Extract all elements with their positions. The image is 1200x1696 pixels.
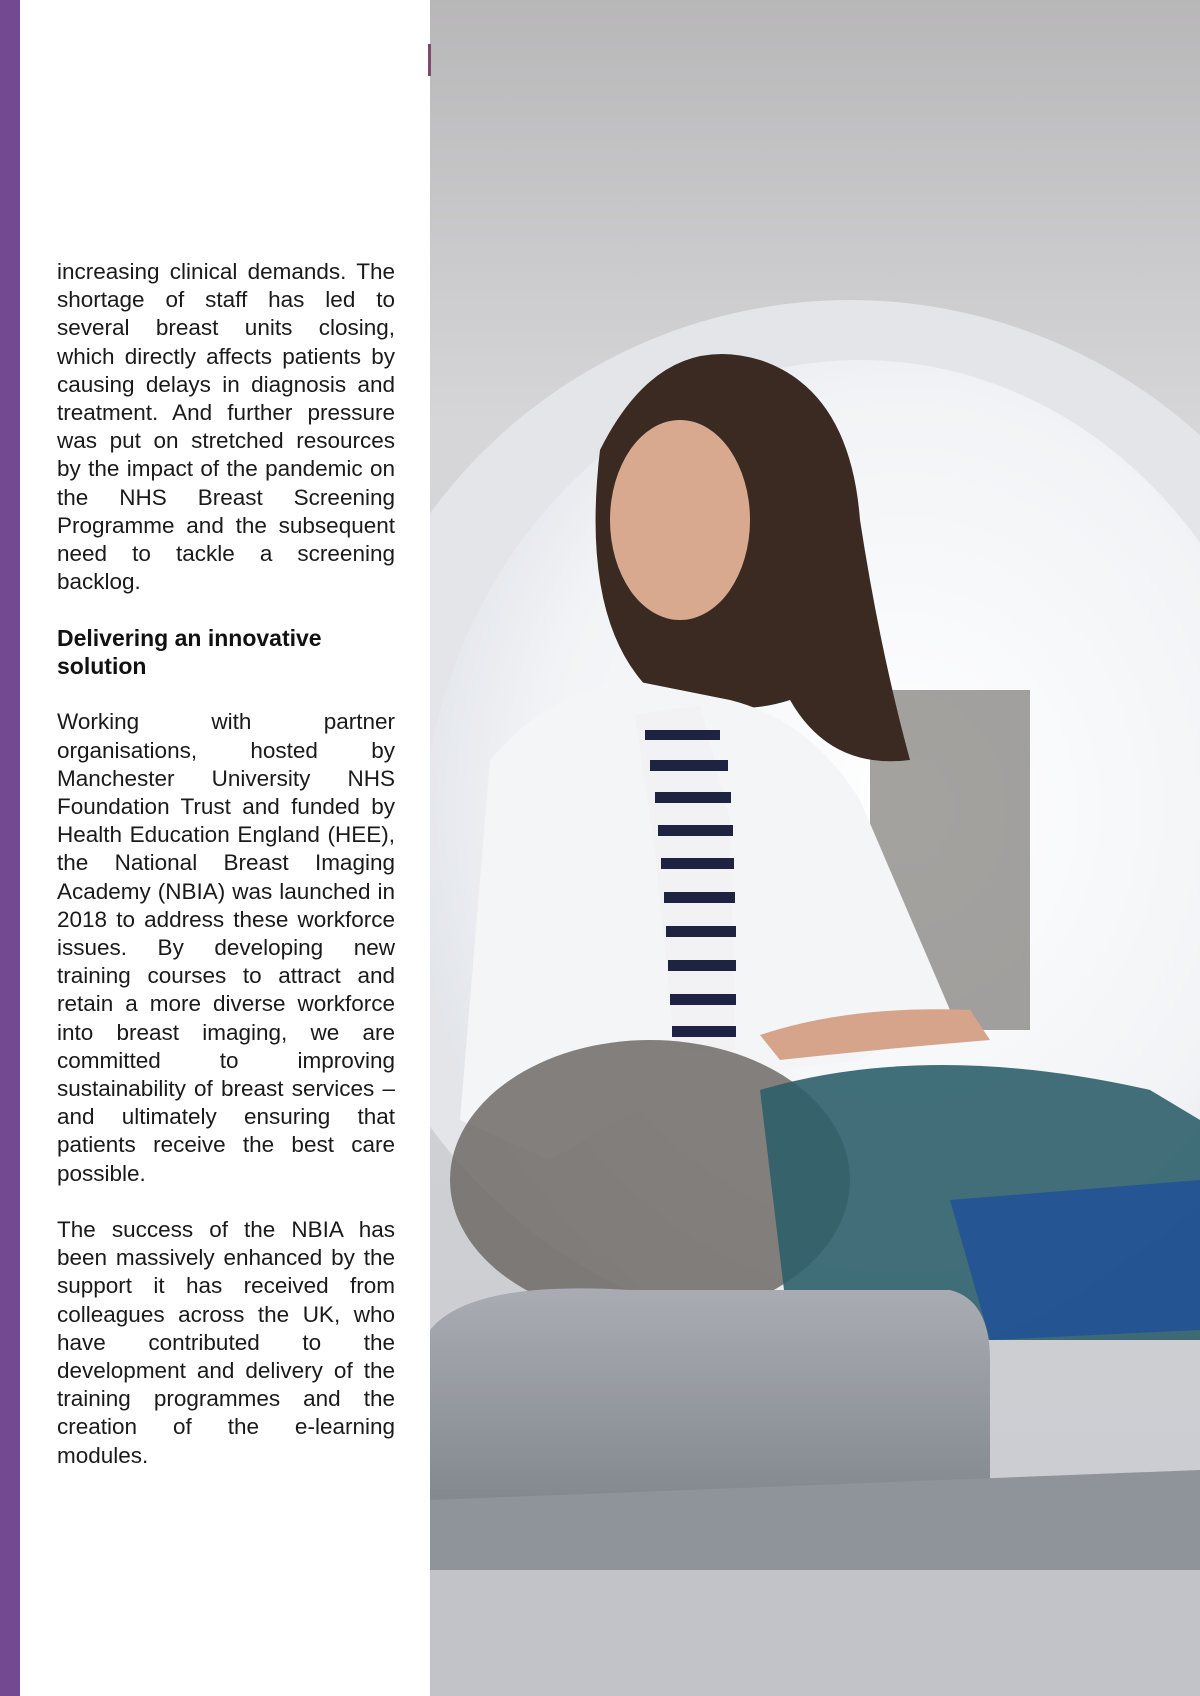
- section-heading: Delivering an innovative solution: [57, 625, 322, 680]
- scanner-photo: [430, 0, 1200, 1696]
- paragraph-success: The success of the NBIA has been massively enhanced by the support it has received from colleagues across the UK, who have contributed to the development and delivery of the training programmes and the creation of the e-learning modules.: [57, 1216, 395, 1468]
- paragraph-nbia: Working with partner organisations, hosted by Manchester University NHS Foundation Trust and funded by Health Education England (HEE), the National Breast Imaging Academy (NBIA) was launched in 2018 to address these workforce issues. By developing new training courses to attract and retain a more diverse workforce into breast imaging, we are committed to improving sustainability of breast services – and ultimately ensuring that patients receive the best care possible.: [57, 709, 395, 1186]
- body-text-column: [57, 258, 395, 1498]
- edge-mark: [428, 44, 431, 76]
- accent-bar: [0, 0, 20, 1696]
- paragraph-intro: increasing clinical demands. The shortage of staff has led to several breast units closing, which directly affects patients by causing delays in diagnosis and treatment. And further pressure was put on stretched resources by the impact of the pandemic on the NHS Breast Screening Programme and the subsequent need to tackle a screening backlog.: [57, 259, 395, 595]
